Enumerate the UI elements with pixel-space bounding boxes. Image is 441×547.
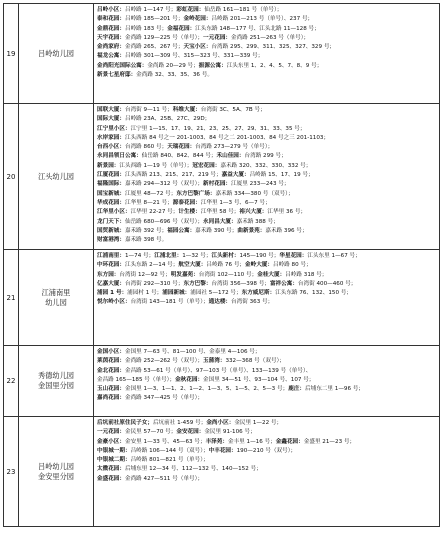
community-name: 金尚阳光国际公寓：: [97, 62, 148, 69]
kindergarten-name-line: 江头幼儿园: [38, 171, 74, 181]
address-range: 后坑前社 1-459 号；: [152, 420, 207, 426]
address-range: 吕岭路 1—147 号；: [124, 7, 177, 13]
address-range: 江头东路 76、132、150 号；: [275, 290, 352, 297]
community-name: 江浦北里：: [154, 253, 183, 259]
community-name: 嘉益大厦：: [221, 172, 250, 179]
area-line: [97, 34, 436, 43]
area-line: [97, 218, 436, 227]
community-name: 华星花园：: [279, 253, 308, 259]
address-range: 江厦里 233—243 号；: [231, 181, 290, 188]
community-name: 国贸新城：: [97, 227, 125, 234]
community-name: 源泰花园：: [172, 199, 201, 206]
address-range: 吕岭路 318 号；: [285, 271, 328, 278]
community-name: 金鑫花园：: [275, 438, 304, 445]
area-line: [97, 52, 436, 61]
community-name: 新景七星府邸：: [97, 72, 137, 79]
address-range: 嘉禾路 392 号；: [124, 227, 168, 234]
area-line: [97, 394, 436, 403]
address-range: 金昌路 165—185 号（单号）；: [97, 376, 176, 383]
address-range: 金昌路 53—61 号（单号）、97—103 号（单号）、133—139 号（单号）、: [124, 367, 312, 374]
community-name: 鹿庄：: [288, 386, 306, 393]
address-range: 嘉禾路 396 号；: [265, 227, 308, 234]
area-line: [97, 180, 436, 189]
address-range: 嘉禾路 398 号。: [124, 237, 168, 244]
community-name: 江浦南里：: [97, 253, 125, 259]
area-line: [97, 298, 436, 307]
community-name: 永同昌领日公寓：: [97, 153, 142, 160]
community-name: 科维大厦：: [172, 107, 201, 113]
table-row: [4, 346, 440, 417]
area-line: [97, 280, 436, 289]
community-name: 天宇花园：: [97, 34, 125, 41]
community-name: 彩虹花园：: [176, 7, 205, 13]
address-range: 江华里 58 号；: [200, 209, 240, 216]
enrollment-area: [94, 417, 440, 527]
address-range: 金尚路 427—511 号（单号）；: [124, 475, 204, 482]
area-line: [97, 71, 436, 80]
community-name: 水岸家园：: [97, 134, 125, 141]
address-range: 台湾街 363 号；: [231, 299, 274, 306]
address-range: 浦园村 1 号；: [127, 290, 163, 297]
address-range: 台湾路 273—279 号（单号）；: [195, 144, 274, 151]
row-number: 19: [4, 4, 19, 104]
community-name: 金福花园：: [167, 25, 196, 32]
community-name: 金尚小区：: [206, 420, 235, 426]
area-line: [97, 419, 436, 428]
community-name: 福园公寓：: [167, 227, 196, 234]
address-range: 江头东里 1—67 号；: [307, 253, 361, 259]
row-number: 21: [4, 250, 19, 346]
row-number: 20: [4, 104, 19, 250]
kindergarten-name-line: 金安里分园: [38, 471, 74, 481]
area-line: [97, 456, 436, 465]
address-range: 台湾街 356—398 号；: [211, 280, 270, 287]
area-line: [97, 357, 436, 366]
kindergarten-name-line: 金国里分园: [38, 381, 74, 390]
table-row: [4, 104, 440, 250]
community-name: 台西小区：: [97, 144, 125, 151]
address-range: 1—32 号；: [182, 253, 212, 259]
community-name: 通达楼：: [208, 299, 232, 306]
community-name: 福龙公寓：: [97, 53, 125, 60]
address-range: 浦园社 5—172 号；: [190, 290, 242, 297]
community-name: 东方威尼斯：: [241, 290, 276, 297]
address-range: 金民里 1—22 号；: [234, 420, 283, 426]
enrollment-area: [94, 104, 440, 250]
address-range: 吕岭路 15、17、19 号；: [249, 172, 314, 179]
community-name: 莱茵花园：: [97, 358, 125, 365]
community-name: 泰和花园：: [97, 16, 125, 23]
community-name: 中环花园：: [97, 262, 125, 269]
address-range: 后埔东二里 1—96 号；: [305, 386, 364, 393]
enrollment-area: [94, 250, 440, 346]
community-name: 江华里小区：: [97, 209, 131, 216]
address-range: 吕岭路 301—309 号、315—323 号、331—339 号；: [124, 53, 264, 60]
address-range: 仙岳路 840、842、844 号；: [141, 153, 217, 160]
address-range: 金民里 57—70 号；: [124, 429, 177, 436]
community-name: 金盛花园：: [97, 475, 125, 482]
address-range: 吕岭路 201—213 号（单号）、237 号；: [211, 16, 314, 23]
community-name: 华成花园：: [97, 199, 125, 206]
area-line: [97, 62, 436, 71]
address-range: 金丰里 1—16 号；: [227, 438, 276, 445]
community-name: 金鼎花园：: [97, 25, 125, 32]
community-name: 财富港湾：: [97, 237, 125, 244]
address-range: 金民里 91-106 号；: [204, 429, 256, 436]
community-name: 裕兴大厦：: [239, 209, 268, 216]
area-line: [97, 447, 436, 456]
area-line: [97, 162, 436, 171]
row-number: 23: [4, 417, 19, 527]
address-range: 嘉禾路 388 号；: [236, 218, 279, 225]
community-name: 金北花园：: [97, 367, 125, 374]
row-number: 22: [4, 346, 19, 417]
table-row: [4, 250, 440, 346]
address-range: 金尚路 32、33、35、36 号。: [136, 72, 213, 79]
address-range: 江华里 36 号；: [267, 209, 307, 216]
area-line: [97, 271, 436, 280]
address-range: 江华里 8—21 号；: [124, 199, 173, 206]
address-range: 后埔东里 12—34 号、112—132 号、140—152 号；: [124, 466, 262, 473]
area-line: [97, 106, 436, 115]
table-row: [4, 417, 440, 527]
community-name: 龙门天下：: [97, 218, 125, 225]
community-name: 浦园新城：: [162, 290, 191, 297]
community-name: 冠宏花园：: [192, 162, 221, 169]
community-name: 国宝新城：: [97, 190, 125, 197]
area-line: [97, 227, 436, 236]
community-name: 金国小区：: [97, 349, 125, 355]
kindergarten-name: [19, 250, 94, 346]
community-name: 玉山花园：: [97, 386, 125, 393]
community-name: 天瑞花园：: [167, 144, 196, 151]
kindergarten-name: [19, 4, 94, 104]
community-name: 金岭花园：: [183, 16, 212, 23]
address-range: 江华里 22-27 号；: [130, 209, 179, 216]
community-name: 东方巴黎广场：: [176, 190, 216, 197]
address-range: 江头东路 148—177 号、江头北路 11—128 号；: [195, 25, 320, 32]
community-name: 一元花园：: [97, 429, 125, 436]
community-name: 永同昌大厦：: [203, 218, 237, 225]
kindergarten-name-line: 江浦南里: [41, 287, 71, 297]
address-range: 吕岭路 80 号；: [273, 262, 312, 269]
area-line: [97, 134, 436, 143]
address-range: 江头东里 1、2、4、5、7、8、9 号；: [226, 62, 323, 69]
address-range: 台湾街 3C、5A、7B 号；: [200, 107, 266, 113]
kindergarten-name-line: 吕岭幼儿园: [38, 461, 74, 471]
area-line: [97, 438, 436, 447]
address-range: 吕岭路 801—821 号（单号）；: [130, 457, 209, 464]
community-name: 太微花园：: [97, 466, 125, 473]
community-name: 东方园：: [97, 271, 120, 278]
address-range: 金安里 1—33 号、45—63 号；: [124, 438, 206, 445]
address-range: 仙岳路 680—696 号（双号）；: [124, 218, 204, 225]
community-name: 嘉尚花园：: [97, 395, 125, 402]
address-range: 江头西路 1—19 号（单号）；: [119, 162, 193, 169]
area-line: [97, 261, 436, 270]
address-range: 嘉禾路 294—312 号（双号）；: [124, 181, 204, 188]
community-name: 中丰花园：: [208, 447, 237, 454]
area-line: [97, 236, 436, 245]
community-name: 丰泽苑：: [205, 438, 228, 445]
community-name: 玉蒲湾：: [203, 358, 226, 365]
area-line: [97, 190, 436, 199]
kindergarten-name-line: 幼儿园: [45, 297, 67, 307]
area-line: [97, 6, 436, 15]
community-name: 江头新村：: [211, 253, 240, 259]
address-range: 台湾街 102—110 号；: [198, 271, 258, 278]
community-name: 富祥公寓：: [269, 280, 298, 287]
area-line: [97, 289, 436, 298]
area-line: [97, 115, 436, 124]
community-name: 振源公寓：: [198, 62, 227, 69]
community-name: 金岭大厦：: [245, 262, 273, 269]
kindergarten-name-line: 吕岭幼儿园: [38, 48, 74, 58]
enrollment-area: [94, 4, 440, 104]
kindergarten-name-line: 秀德幼儿园: [38, 371, 74, 380]
address-range: 金尚路 129—225 号（单号）；: [124, 34, 204, 41]
address-range: 吕岭路 23A、25B、27C、29D；: [124, 116, 211, 123]
community-name: 明发嘉苑：: [170, 271, 199, 278]
community-name: 中银城二期：: [97, 457, 131, 464]
address-range: 台湾街 9—11 号；: [124, 107, 173, 113]
area-line: [97, 348, 436, 357]
address-range: 金国里 34—51 号、93—104 号、107 号；: [203, 376, 315, 383]
address-range: 1—74 号；: [124, 253, 155, 259]
address-range: 吕岭路 106—144 号（双号）；: [130, 447, 209, 454]
address-range: 金国里 1—3、1—1、2、1—2、1—3、5、1—5、2、5—3 号；: [124, 386, 289, 393]
area-line: [97, 125, 436, 134]
community-name: 吕岭小区：: [97, 7, 125, 13]
community-name: 禾山佳园：: [216, 153, 245, 160]
table-row: [4, 4, 440, 104]
community-name: 曲新景苑：: [237, 227, 266, 234]
community-name: 一元花园：: [203, 34, 232, 41]
area-line: [97, 152, 436, 161]
address-range: 台湾街 12—92 号；: [119, 271, 171, 278]
community-name: 东方巴黎：: [183, 280, 212, 287]
address-range: 台湾路 299 号；: [244, 153, 287, 160]
address-range: 吕岭路 183 号；: [124, 25, 168, 32]
community-name: 江厦花园：: [97, 172, 125, 179]
community-name: 福隆国际：: [97, 181, 125, 188]
address-range: 台湾街 143—181 号（单号）；: [130, 299, 209, 306]
address-range: 嘉禾路 390 号；: [195, 227, 238, 234]
community-name: 后坑前社原住民子女；: [97, 420, 153, 426]
area-line: [97, 25, 436, 34]
community-name: 中银城一期：: [97, 447, 131, 454]
address-range: 金尚路 251—263 号（单号）；: [231, 34, 310, 41]
address-range: 金盛里 21—23 号；: [303, 438, 356, 445]
community-name: 航空大厦：: [178, 262, 207, 269]
address-range: 江头东路 2—14 号；: [124, 262, 179, 269]
address-range: 金尚路 265、267 号；: [124, 44, 184, 51]
address-range: 台湾路 860 号；: [124, 144, 168, 151]
community-name: 浦园 1 号：: [97, 290, 128, 297]
community-name: 金安花园：: [176, 429, 205, 436]
area-line: [97, 376, 436, 385]
community-name: 新景园：: [97, 162, 120, 169]
address-range: 江宁里 1—15、17、19、21、23、25、27、29、31、33、35 号；: [130, 125, 306, 132]
area-line: [97, 385, 436, 394]
address-range: 台湾路 295、299、311、325、327、329 号；: [211, 44, 336, 51]
address-range: 江头西路 84 号之一 201-1003、84 号之二 201-1003、84 号之三 201-1103；: [124, 134, 330, 141]
community-name: 金豪小区：: [97, 438, 125, 445]
address-range: 吕岭路 76 号；: [206, 262, 246, 269]
address-range: 332—368 号（双号）；: [225, 358, 285, 365]
address-range: 台湾街 400—460 号；: [297, 280, 357, 287]
kindergarten-name: [19, 417, 94, 527]
community-name: 江宁里小区：: [97, 125, 131, 132]
address-range: 江厦里 48—72 号；: [124, 190, 177, 197]
area-line: [97, 43, 436, 52]
community-name: 金尚家府：: [97, 44, 125, 51]
address-range: 台湾街 292—310 号；: [124, 280, 184, 287]
address-range: 金尚路 252—262 号（双号）；: [124, 358, 204, 365]
community-name: 金桂大厦：: [257, 271, 286, 278]
area-line: [97, 199, 436, 208]
community-name: 国联大厦：: [97, 107, 125, 113]
enrollment-area: [94, 346, 440, 417]
community-name: 天宝小区：: [183, 44, 212, 51]
area-line: [97, 465, 436, 474]
address-range: 金国里 7—63 号、81—100 号、金泰里 4—106 号；: [124, 349, 261, 355]
area-line: [97, 208, 436, 217]
area-line: [97, 15, 436, 24]
kindergarten-name: [19, 346, 94, 417]
area-line: [97, 367, 436, 376]
area-line: [97, 475, 436, 484]
address-range: 仙岳路 161—181 号（单号）；: [204, 7, 283, 13]
address-range: 江头西路 213、215、217、219 号；: [124, 172, 222, 179]
community-name: 亿嘉大厦：: [97, 280, 125, 287]
address-range: 嘉禾路 334—380 号（双号）；: [215, 190, 294, 197]
area-line: [97, 143, 436, 152]
area-line: [97, 171, 436, 180]
community-name: 新村花园：: [203, 181, 232, 188]
address-range: 190—210 号（双号）；: [236, 447, 297, 454]
community-name: 国际大厦：: [97, 116, 125, 123]
community-name: 计生楼：: [178, 209, 201, 216]
address-range: 金尚路 20—29 号；: [147, 62, 199, 69]
district-table: [3, 3, 440, 527]
community-name: 悦尔岭小区：: [97, 299, 131, 306]
kindergarten-name: [19, 104, 94, 250]
address-range: 嘉禾路 320、332、330、332 号；: [220, 162, 312, 169]
community-name: 金秋花园：: [175, 376, 204, 383]
address-range: 金尚路 347—425 号（单号）；: [124, 395, 204, 402]
area-line: [97, 428, 436, 437]
address-range: 江华里 1—3 号、6—7 号；: [200, 199, 271, 206]
area-line: [97, 252, 436, 261]
address-range: 吕岭路 185—201 号；: [124, 16, 184, 23]
address-range: 145—190 号；: [239, 253, 280, 259]
